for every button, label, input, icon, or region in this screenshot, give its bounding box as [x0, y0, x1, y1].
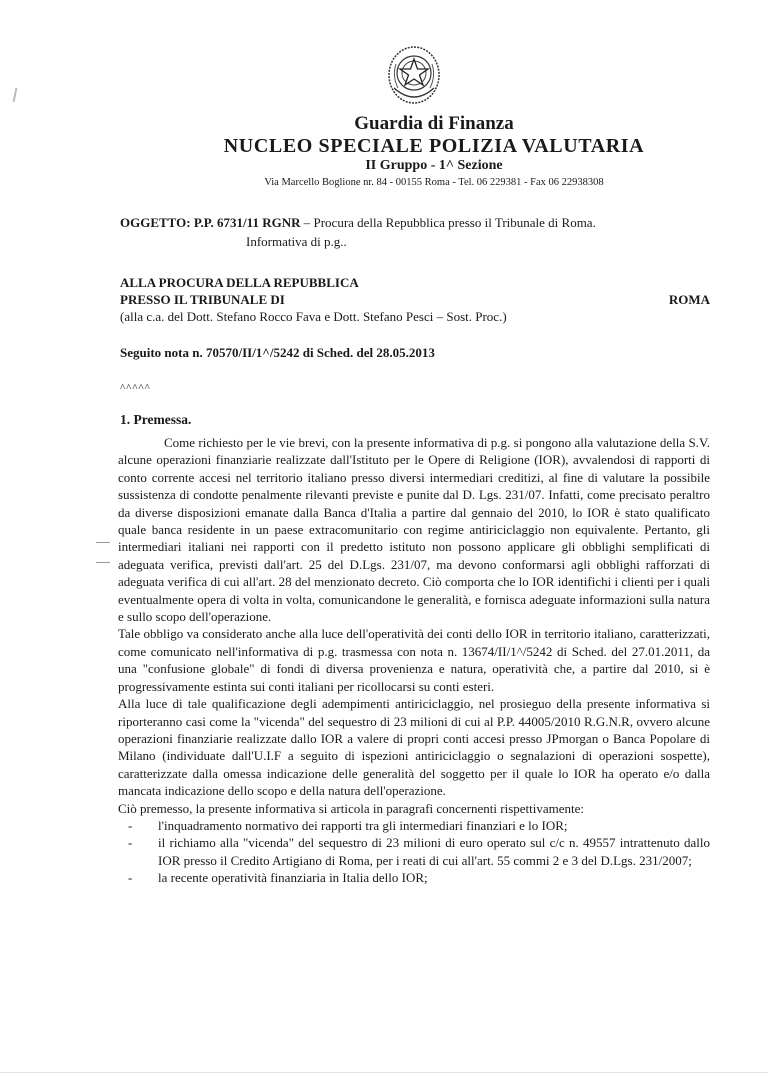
paragraph: Tale obbligo va considerato anche alla luce dell'operatività dei conti dello IOR in territorio italiano, caratterizzati, come comunicato nell'informativa di p.g. trasmessa con nota n. 13674/II/1^/5242 di Sched. del 27.01.2011, da una "confusione globale" di fondi di diversa provenienza e natura, operatività che, a partire dal 2010, si è progressivamente estinta sui conti italiani per ricollocarsi su conti esteri.	[118, 626, 710, 694]
recipient-attention: (alla c.a. del Dott. Stefano Rocco Fava e Dott. Stefano Pesci – Sost. Proc.)	[120, 309, 507, 324]
subject-text: – Procura della Repubblica presso il Tribunale di Roma.	[300, 215, 596, 230]
margin-mark	[96, 562, 110, 563]
organization-name: Guardia di Finanza	[354, 113, 514, 134]
body-text	[118, 434, 710, 887]
recipient-line2: PRESSO IL TRIBUNALE DI ROMA	[120, 292, 710, 307]
list-item: - il richiamo alla "vicenda" del sequestro di 23 milioni di euro operato sul c/c n. 49557 intrattenuto dallo IOR presso il Credito Artigiano di Roma, per i reati di cui all'art. 55 commi 2 e 3 del D.Lgs. 231/2007;	[128, 835, 710, 868]
recipient-block	[120, 274, 710, 325]
italian-republic-emblem-icon	[386, 44, 442, 106]
paragraph: Alla luce di tale qualificazione degli adempimenti antiriciclaggio, nel prosieguo della presente informativa si riporteranno casi come la "vicenda" del sequestro di 23 milioni di cui al P.P. 44005/2010 R.G.N.R, ovvero alcune operazioni finanziarie realizzate dallo IOR a valere di propri conti accesi presso JPmorgan o Banca Popolare di Milano (individuate dall'U.I.F a seguito di ispezioni antiriciclaggio o segnalazioni di operazioni sospette), caratterizzate dalla omessa indicazione delle generalità del soggetto per il quale lo IOR ha operato e/o dalla mancata indicazione dello scopo e della natura dell'operazione.	[118, 696, 710, 799]
paragraph: Ciò premesso, la presente informativa si articola in paragrafi concernenti rispettivamente:	[118, 800, 585, 816]
subject-block	[120, 213, 710, 251]
subject-reference: P.P. 6731/11 RGNR	[193, 215, 301, 230]
scan-mark	[13, 88, 18, 102]
paragraph: Come richiesto per le vie brevi, con la presente informativa di p.g. si pongono alla valutazione della S.V. alcune operazioni finanziarie realizzate dall'Istituto per le Opere di Religione (IOR), avvalendosi di rapporti di conto corrente accesi nel territorio italiano presso diversi intermediari creditizi, al fine di valutare la possibile sussistenza di condotte penalmente rilevanti previste e punite dal D. Lgs. 231/07. Infatti, come precisato peraltro da diverse disposizioni emanate dalla Banca d'Italia a partire dal gennaio del 2010, lo IOR è stato qualificato quale banca residente in un paese extracomunitario con regime antiriciclaggio non equivalente. Pertanto, gli intermediari italiani nei rapporti con il predetto istituto non possono applicare gli obblighi semplificati di adeguata verifica, previsti dall'art. 25 del D.Lgs. 231/07, ma devono conformarsi agli obblighi rafforzati di adeguata verifica di cui all'art. 28 del menzionato decreto. Ciò comporta che lo IOR identifichi i clienti per i quali eventualmente opera di volta in volta, comunicandone le generalità, e fornisca adeguate informazioni sulla natura e sullo scopo dell'operazione.	[118, 435, 710, 625]
list-item: - la recente operatività finanziaria in Italia dello IOR;	[128, 870, 428, 886]
recipient-city: ROMA	[668, 292, 710, 307]
topic-list	[118, 817, 710, 887]
section-title: 1. Premessa.	[120, 412, 192, 427]
separator: ^^^^^	[120, 382, 151, 394]
margin-mark	[96, 542, 110, 543]
followup-note: Seguito nota n. 70570/II/1^/5242 di Sched. del 28.05.2013	[120, 345, 435, 360]
recipient-line1: ALLA PROCURA DELLA REPUBBLICA	[120, 275, 359, 290]
subject-label: OGGETTO:	[120, 215, 191, 230]
group-name: II Gruppo - 1^ Sezione	[365, 158, 503, 173]
page-bottom-edge	[0, 1072, 768, 1073]
list-item: - l'inquadramento normativo dei rapporti tra gli intermediari finanziari e lo IOR;	[128, 817, 568, 833]
subject-line2: Informativa di p.g..	[246, 234, 347, 249]
contact-address: Via Marcello Boglione nr. 84 - 00155 Roma - Tel. 06 229381 - Fax 06 22938308	[264, 177, 604, 188]
unit-name: NUCLEO SPECIALE POLIZIA VALUTARIA	[223, 135, 645, 157]
